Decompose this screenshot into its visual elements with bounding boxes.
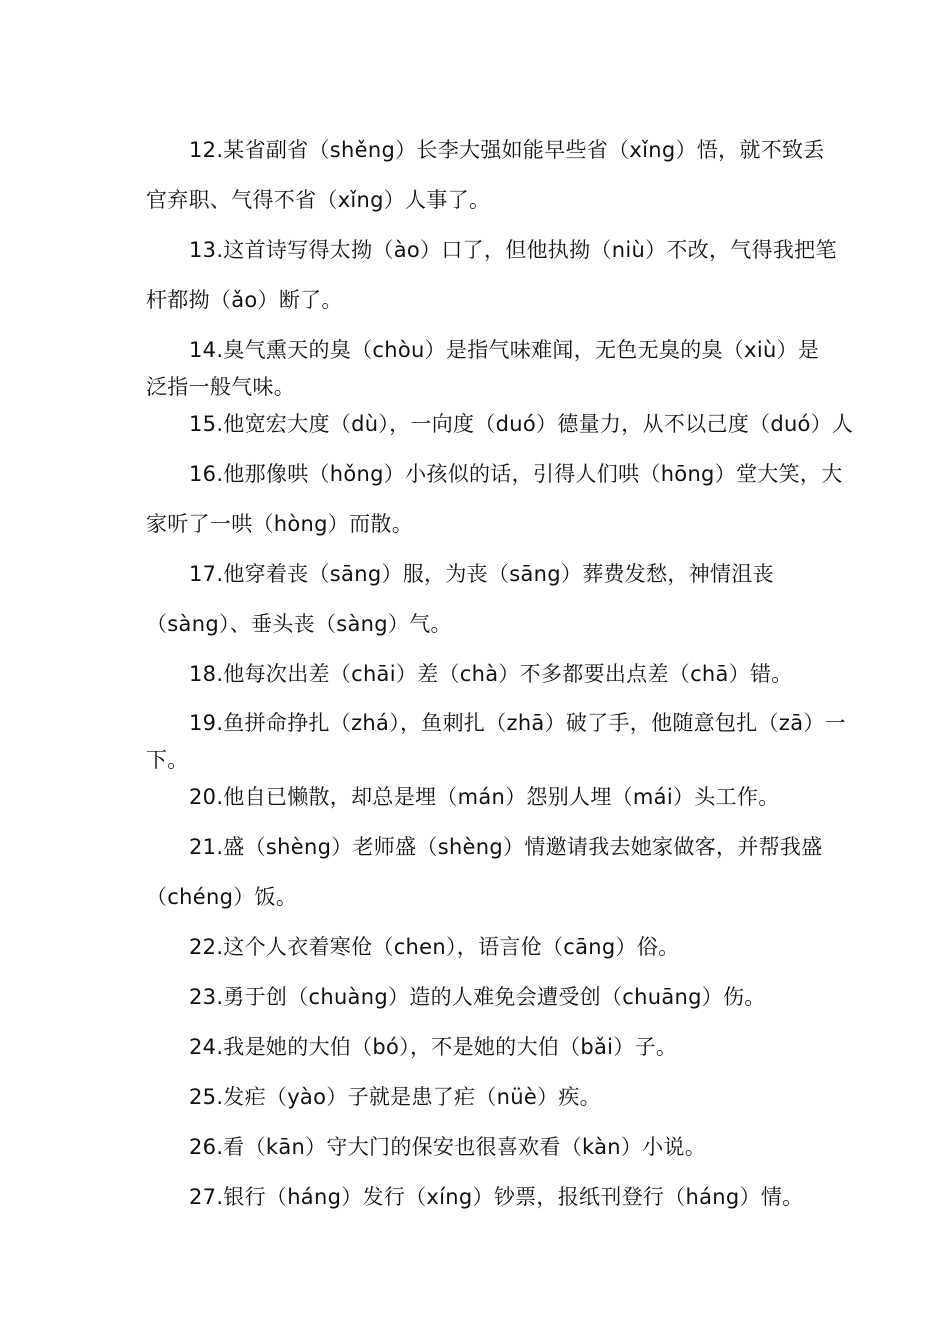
- text-line: 20.他自已懒散，却总是埋（mán）怨别人埋（mái）头工作。: [189, 785, 780, 809]
- text-line: 22.这个人衣着寒伧（chen），语言伧（cāng）俗。: [189, 935, 680, 959]
- text-line: 23.勇于创（chuàng）造的人难免会遭受创（chuāng）伤。: [189, 985, 766, 1009]
- text-line: 12.某省副省（shěng）长李大强如能早些省（xǐng）悟，就不致丢: [189, 138, 825, 162]
- text-line: 17.他穿着丧（sāng）服，为丧（sāng）葬费发愁，神情沮丧: [189, 562, 774, 586]
- text-line: 家听了一哄（hòng）而散。: [146, 512, 413, 536]
- text-line: 21.盛（shèng）老师盛（shèng）情邀请我去她家做客，并帮我盛: [189, 835, 823, 859]
- text-line: 13.这首诗写得太拗（ào）口了，但他执拗（niù）不改，气得我把笔: [189, 238, 837, 262]
- text-line: 19.鱼拼命挣扎（zhá），鱼刺扎（zhā）破了手，他随意包扎（zā）一: [189, 711, 846, 735]
- text-line: 18.他每次出差（chāi）差（chà）不多都要出点差（chā）错。: [189, 662, 793, 686]
- text-line: 27.银行（háng）发行（xíng）钞票，报纸刊登行（háng）情。: [189, 1185, 804, 1209]
- text-line: （chéng）饭。: [146, 885, 298, 909]
- text-line: 16.他那像哄（hǒng）小孩似的话，引得人们哄（hōng）堂大笑，大: [189, 462, 843, 486]
- text-line: 24.我是她的大伯（bó），不是她的大伯（bǎi）子。: [189, 1035, 678, 1059]
- text-line: 杆都拗（ǎo）断了。: [146, 288, 343, 312]
- text-line: 下。: [146, 748, 189, 772]
- text-line: 26.看（kān）守大门的保安也很喜欢看（kàn）小说。: [189, 1135, 707, 1159]
- text-line: 泛指一般气味。: [146, 375, 296, 399]
- text-line: 25.发疟（yào）子就是患了疟（nüè）疾。: [189, 1085, 601, 1109]
- text-line: 15.他宽宏大度（dù），一向度（duó）德量力，从不以己度（duó）人: [189, 412, 854, 436]
- text-line: 官弃职、气得不省（xǐng）人事了。: [146, 188, 491, 212]
- text-line: 14.臭气熏天的臭（chòu）是指气味难闻，无色无臭的臭（xiù）是: [189, 338, 820, 362]
- text-line: （sàng）、垂头丧（sàng）气。: [146, 612, 452, 636]
